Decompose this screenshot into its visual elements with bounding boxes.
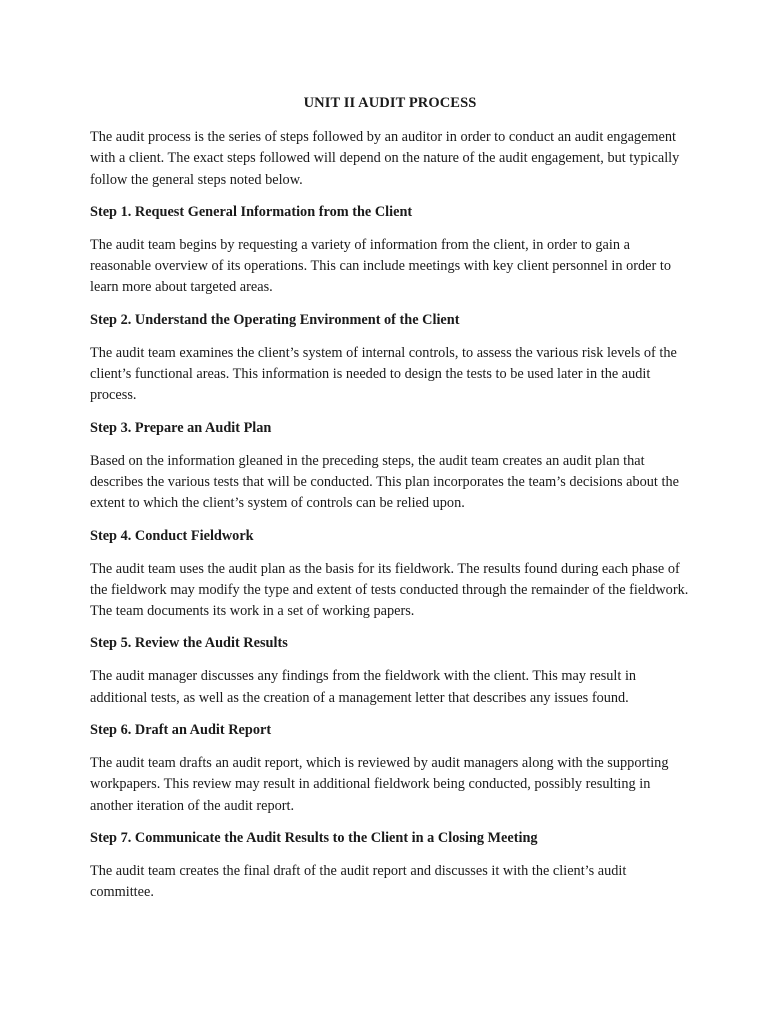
step-heading: Step 1. Request General Information from the Client bbox=[90, 203, 413, 220]
step-body: Based on the information gleaned in the preceding steps, the audit team creates an audit plan that describes the various tests that will be conducted. This plan incorporates the team’s decisions about the extent to which the client’s system of controls can be relied upon. bbox=[90, 452, 679, 512]
step-heading: Step 2. Understand the Operating Environment of the Client bbox=[90, 311, 460, 328]
step-body: The audit team drafts an audit report, which is reviewed by audit managers along with the supporting workpapers. This review may result in additional fieldwork being conducted, possibly resulting in another iteration of the audit report. bbox=[90, 755, 669, 814]
step-body: The audit team examines the client’s system of internal controls, to assess the various risk levels of the client’s functional areas. This information is needed to design the tests to be used later in the audit process. bbox=[90, 344, 677, 404]
step-body: The audit team uses the audit plan as the basis for its fieldwork. The results found during each phase of the fieldwork may modify the type and extent of tests conducted through the remainder of the fieldwork. The team documents its work in a set of working papers. bbox=[90, 560, 689, 620]
step-5-section bbox=[90, 633, 690, 709]
step-1-section bbox=[90, 202, 690, 299]
step-7-section bbox=[90, 828, 690, 904]
step-heading: Step 5. Review the Audit Results bbox=[90, 635, 288, 652]
step-body: The audit manager discusses any findings from the fieldwork with the client. This may result in additional tests, as well as the creation of a management letter that describes any issues found. bbox=[90, 668, 637, 706]
step-2-section bbox=[90, 310, 690, 407]
step-body: The audit team begins by requesting a variety of information from the client, in order to gain a reasonable overview of its operations. This can include meetings with key client personnel in order to learn more about targeted areas. bbox=[90, 236, 671, 296]
intro-paragraph: The audit process is the series of steps followed by an auditor in order to conduct an audit engagement with a client. The exact steps followed will depend on the nature of the audit engagement, but typically follow the general steps noted below. bbox=[90, 129, 680, 188]
step-6-section bbox=[90, 720, 690, 817]
step-heading: Step 4. Conduct Fieldwork bbox=[90, 527, 254, 544]
step-heading: Step 3. Prepare an Audit Plan bbox=[90, 419, 272, 436]
step-heading: Step 7. Communicate the Audit Results to the Client in a Closing Meeting bbox=[90, 829, 538, 846]
document-title: UNIT II AUDIT PROCESS bbox=[303, 95, 477, 111]
document-page bbox=[90, 93, 690, 915]
step-heading: Step 6. Draft an Audit Report bbox=[90, 722, 272, 739]
step-3-section bbox=[90, 418, 690, 515]
step-4-section bbox=[90, 526, 690, 623]
step-body: The audit team creates the final draft of the audit report and discusses it with the client’s audit committee. bbox=[90, 862, 627, 901]
